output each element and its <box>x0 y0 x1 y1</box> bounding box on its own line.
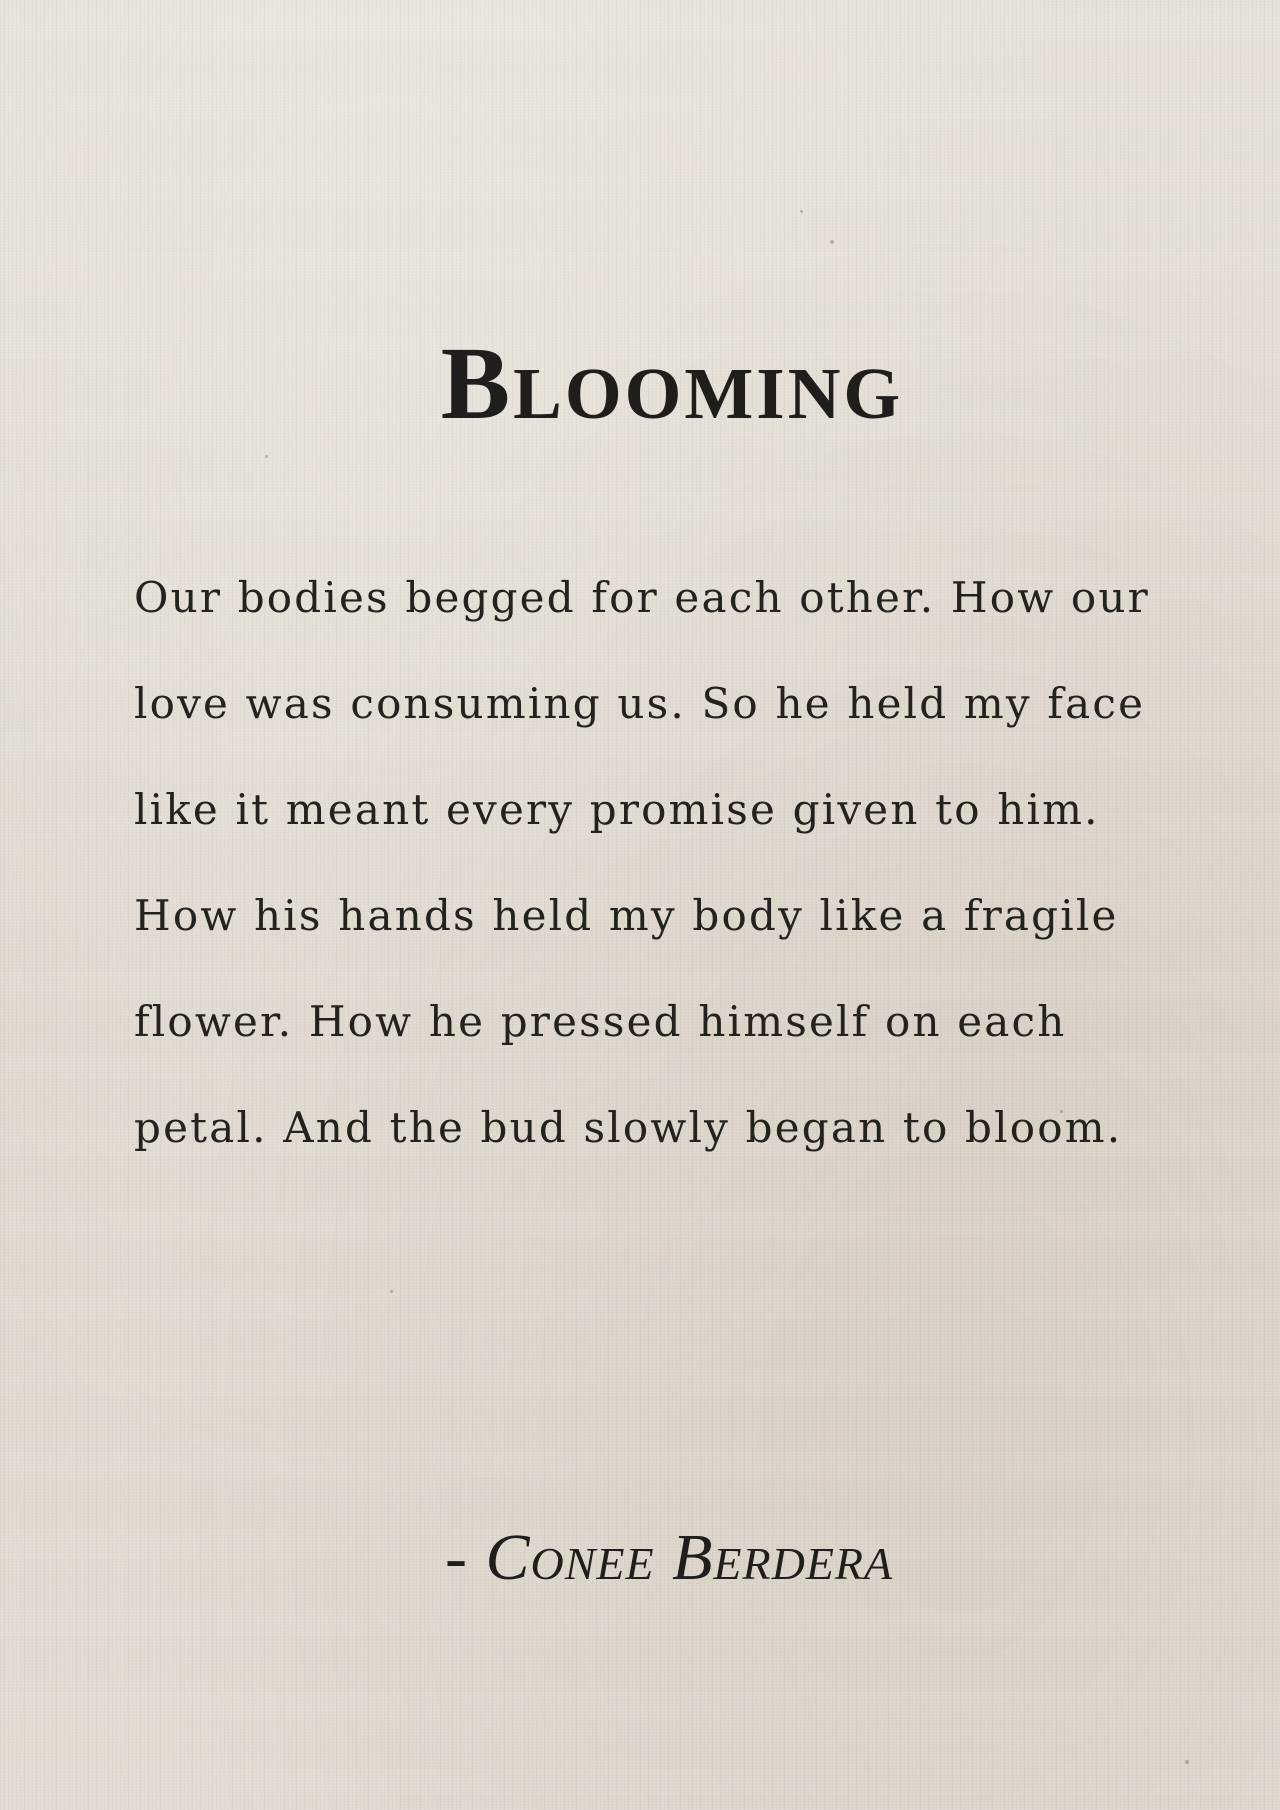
paper-speck <box>1185 1760 1189 1764</box>
paper-speck <box>265 455 268 458</box>
poem-line: petal. And the bud slowly began to bloom. <box>134 1103 1123 1152</box>
poem-title: Blooming <box>440 325 904 441</box>
poem-line: like it meant every promise given to him. <box>134 785 1100 834</box>
author-signature: - Conee Berdera <box>445 1521 894 1594</box>
paper-speck <box>390 1290 393 1293</box>
poem-body <box>134 568 1194 1204</box>
paper-speck <box>800 210 803 213</box>
poem-line: love was consuming us. So he held my face <box>134 679 1146 728</box>
poem-line: How his hands held my body like a fragile <box>134 891 1119 940</box>
poem-line: flower. How he pressed himself on each <box>134 997 1067 1046</box>
paper-speck <box>830 240 834 244</box>
poem-line: Our bodies begged for each other. How our <box>134 573 1150 622</box>
